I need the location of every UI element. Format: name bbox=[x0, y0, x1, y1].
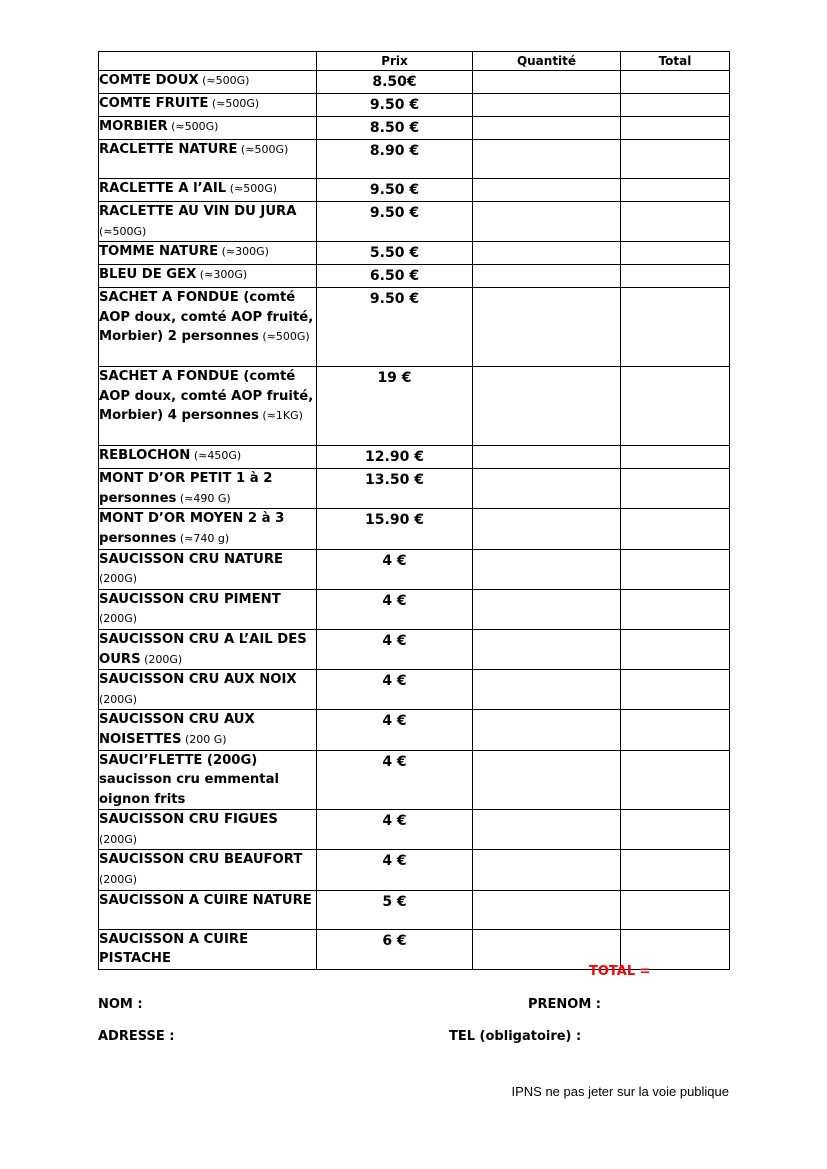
product-name-cell bbox=[99, 549, 317, 589]
product-name: SAUCISSON CRU PIMENT bbox=[99, 591, 281, 607]
product-weight: (200G) bbox=[99, 873, 138, 887]
row-total-cell[interactable] bbox=[621, 117, 730, 140]
product-price: 13.50 € bbox=[317, 469, 473, 509]
product-price: 9.50 € bbox=[317, 288, 473, 367]
product-name: SAUCISSON CRU NATURE bbox=[99, 551, 284, 567]
product-weight: (≈450G) bbox=[190, 449, 242, 463]
quantity-cell[interactable] bbox=[473, 850, 621, 890]
product-weight: (≈500G) bbox=[237, 143, 289, 156]
product-price: 6.50 € bbox=[317, 265, 473, 288]
product-name: SAUCISSON CRU AUX NOISETTES bbox=[99, 712, 255, 747]
header-price: Prix bbox=[317, 52, 473, 71]
product-weight: (200G) bbox=[99, 572, 138, 586]
product-row bbox=[99, 117, 730, 140]
product-weight: (≈490 G) bbox=[176, 491, 231, 505]
product-row bbox=[99, 469, 730, 509]
quantity-cell[interactable] bbox=[473, 202, 621, 242]
product-weight: (200G) bbox=[99, 612, 138, 626]
row-total-cell[interactable] bbox=[621, 509, 730, 549]
product-weight: (≈500G) bbox=[226, 182, 278, 195]
product-weight: (≈500G) bbox=[208, 97, 260, 110]
product-price: 5.50 € bbox=[317, 242, 473, 265]
row-total-cell[interactable] bbox=[621, 140, 730, 179]
row-total-cell[interactable] bbox=[621, 549, 730, 589]
product-row bbox=[99, 446, 730, 469]
nom-label: NOM : bbox=[98, 997, 143, 1012]
product-name: COMTE DOUX bbox=[99, 73, 199, 88]
product-name-cell bbox=[99, 265, 317, 288]
product-price: 15.90 € bbox=[317, 509, 473, 549]
product-row bbox=[99, 890, 730, 929]
product-name-cell bbox=[99, 367, 317, 446]
quantity-cell[interactable] bbox=[473, 589, 621, 629]
product-name-cell bbox=[99, 670, 317, 710]
product-row bbox=[99, 288, 730, 367]
product-price: 6 € bbox=[317, 929, 473, 969]
product-row bbox=[99, 367, 730, 446]
product-weight: (≈300G) bbox=[218, 245, 269, 259]
product-price: 4 € bbox=[317, 810, 473, 850]
product-price: 19 € bbox=[317, 367, 473, 446]
product-weight: (≈300G) bbox=[196, 268, 248, 282]
quantity-cell[interactable] bbox=[473, 265, 621, 288]
header-quantity: Quantité bbox=[473, 52, 621, 71]
product-row bbox=[99, 710, 730, 750]
row-total-cell[interactable] bbox=[621, 265, 730, 288]
row-total-cell[interactable] bbox=[621, 589, 730, 629]
product-name-cell bbox=[99, 589, 317, 629]
header-total: Total bbox=[621, 52, 730, 71]
adresse-label: ADRESSE : bbox=[98, 1029, 175, 1044]
product-name: SAUCISSON CRU FIGUES bbox=[99, 812, 278, 828]
quantity-cell[interactable] bbox=[473, 117, 621, 140]
product-name-cell bbox=[99, 140, 317, 179]
row-total-cell[interactable] bbox=[621, 670, 730, 710]
product-name-cell bbox=[99, 71, 317, 94]
product-price: 8.50 € bbox=[317, 117, 473, 140]
quantity-cell[interactable] bbox=[473, 710, 621, 750]
row-total-cell[interactable] bbox=[621, 710, 730, 750]
product-price: 4 € bbox=[317, 629, 473, 669]
row-total-cell[interactable] bbox=[621, 469, 730, 509]
quantity-cell[interactable] bbox=[473, 94, 621, 117]
product-row bbox=[99, 179, 730, 202]
row-total-cell[interactable] bbox=[621, 288, 730, 367]
product-price: 4 € bbox=[317, 549, 473, 589]
product-row bbox=[99, 670, 730, 710]
header-row bbox=[99, 52, 730, 71]
product-name-cell bbox=[99, 202, 317, 242]
row-total-cell[interactable] bbox=[621, 242, 730, 265]
product-name-cell bbox=[99, 288, 317, 367]
product-name: SAUCISSON CRU BEAUFORT bbox=[99, 852, 303, 868]
product-weight: (200G) bbox=[99, 832, 138, 846]
product-name: RACLETTE A l’AIL bbox=[99, 181, 227, 196]
total-label: TOTAL = bbox=[589, 964, 651, 979]
quantity-cell[interactable] bbox=[473, 549, 621, 589]
product-name: TOMME NATURE bbox=[99, 244, 219, 260]
quantity-cell[interactable] bbox=[473, 242, 621, 265]
product-name-cell bbox=[99, 890, 317, 929]
product-price: 5 € bbox=[317, 890, 473, 929]
product-row bbox=[99, 629, 730, 669]
product-name-cell bbox=[99, 509, 317, 549]
row-total-cell[interactable] bbox=[621, 202, 730, 242]
quantity-cell[interactable] bbox=[473, 367, 621, 446]
product-name: SACHET A FONDUE (comté AOP doux, comté AOP fruité, Morbier) 4 personnes bbox=[99, 369, 314, 424]
row-total-cell[interactable] bbox=[621, 446, 730, 469]
product-name-cell bbox=[99, 469, 317, 509]
row-total-cell[interactable] bbox=[621, 71, 730, 94]
tel-label: TEL (obligatoire) : bbox=[449, 1029, 582, 1044]
product-name: BLEU DE GEX bbox=[99, 267, 197, 283]
quantity-cell[interactable] bbox=[473, 71, 621, 94]
product-name-cell bbox=[99, 710, 317, 750]
product-name-cell bbox=[99, 850, 317, 890]
product-weight: (≈500G) bbox=[99, 224, 147, 238]
product-row bbox=[99, 750, 730, 810]
row-total-cell[interactable] bbox=[621, 94, 730, 117]
product-name: MONT D’OR PETIT 1 à 2 personnes bbox=[99, 471, 273, 506]
product-weight: (≈740 g) bbox=[176, 531, 230, 545]
product-row bbox=[99, 71, 730, 94]
prenom-label: PRENOM : bbox=[528, 997, 602, 1012]
product-price: 4 € bbox=[317, 750, 473, 810]
quantity-cell[interactable] bbox=[473, 509, 621, 549]
product-name-cell bbox=[99, 810, 317, 850]
product-name: SAUCISSON A CUIRE PISTACHE bbox=[99, 931, 249, 967]
product-row bbox=[99, 549, 730, 589]
product-weight: (≈1KG) bbox=[258, 409, 303, 423]
product-weight: (≈500G) bbox=[198, 74, 250, 87]
product-name: SAUCI’FLETTE (200G) saucisson cru emmental oignon frits bbox=[99, 752, 279, 807]
quantity-cell[interactable] bbox=[473, 469, 621, 509]
quantity-cell[interactable] bbox=[473, 140, 621, 179]
product-name-cell bbox=[99, 94, 317, 117]
quantity-cell[interactable] bbox=[473, 670, 621, 710]
product-weight: (≈500G) bbox=[258, 330, 310, 344]
product-weight: (≈500G) bbox=[167, 120, 219, 133]
quantity-cell[interactable] bbox=[473, 810, 621, 850]
row-total-cell[interactable] bbox=[621, 629, 730, 669]
product-weight: (200G) bbox=[140, 652, 183, 666]
row-total-cell[interactable] bbox=[621, 810, 730, 850]
product-weight: (200G) bbox=[99, 692, 138, 706]
product-price: 4 € bbox=[317, 589, 473, 629]
product-name: RACLETTE NATURE bbox=[99, 142, 238, 157]
product-price: 9.50 € bbox=[317, 202, 473, 242]
product-price: 4 € bbox=[317, 710, 473, 750]
product-name: RACLETTE AU VIN DU JURA bbox=[99, 204, 297, 219]
footer-note: IPNS ne pas jeter sur la voie publique bbox=[511, 1084, 729, 1099]
product-price: 8.90 € bbox=[317, 140, 473, 179]
product-price: 12.90 € bbox=[317, 446, 473, 469]
product-price: 9.50 € bbox=[317, 179, 473, 202]
product-name-cell bbox=[99, 117, 317, 140]
quantity-cell[interactable] bbox=[473, 629, 621, 669]
product-name: SAUCISSON CRU AUX NOIX bbox=[99, 672, 297, 688]
product-price: 4 € bbox=[317, 850, 473, 890]
product-name-cell bbox=[99, 242, 317, 265]
product-name-cell bbox=[99, 446, 317, 469]
quantity-cell[interactable] bbox=[473, 446, 621, 469]
quantity-cell[interactable] bbox=[473, 750, 621, 810]
product-name: REBLOCHON bbox=[99, 448, 191, 464]
product-row bbox=[99, 509, 730, 549]
product-name: SACHET A FONDUE (comté AOP doux, comté AOP fruité, Morbier) 2 personnes bbox=[99, 290, 314, 345]
product-row bbox=[99, 140, 730, 179]
product-row bbox=[99, 202, 730, 242]
product-price: 9.50 € bbox=[317, 94, 473, 117]
product-row bbox=[99, 265, 730, 288]
header-product bbox=[99, 52, 317, 71]
quantity-cell[interactable] bbox=[473, 890, 621, 929]
product-row bbox=[99, 94, 730, 117]
order-table bbox=[98, 51, 730, 970]
quantity-cell[interactable] bbox=[473, 288, 621, 367]
product-name-cell bbox=[99, 629, 317, 669]
product-name: SAUCISSON CRU A L’AIL DES OURS bbox=[99, 631, 307, 667]
row-total-cell[interactable] bbox=[621, 750, 730, 810]
product-name: SAUCISSON A CUIRE NATURE bbox=[99, 892, 312, 908]
product-row bbox=[99, 850, 730, 890]
row-total-cell[interactable] bbox=[621, 850, 730, 890]
row-total-cell[interactable] bbox=[621, 890, 730, 929]
product-name: MONT D’OR MOYEN 2 à 3 personnes bbox=[99, 511, 285, 546]
product-name-cell bbox=[99, 750, 317, 810]
product-name-cell bbox=[99, 929, 317, 969]
product-weight: (200 G) bbox=[181, 732, 227, 746]
product-price: 4 € bbox=[317, 670, 473, 710]
quantity-cell[interactable] bbox=[473, 179, 621, 202]
product-row bbox=[99, 589, 730, 629]
row-total-cell[interactable] bbox=[621, 367, 730, 446]
product-row bbox=[99, 810, 730, 850]
product-name: MORBIER bbox=[99, 119, 168, 134]
product-price: 8.50€ bbox=[317, 71, 473, 94]
product-name-cell bbox=[99, 179, 317, 202]
product-name: COMTE FRUITE bbox=[99, 96, 209, 111]
row-total-cell[interactable] bbox=[621, 179, 730, 202]
product-row bbox=[99, 242, 730, 265]
